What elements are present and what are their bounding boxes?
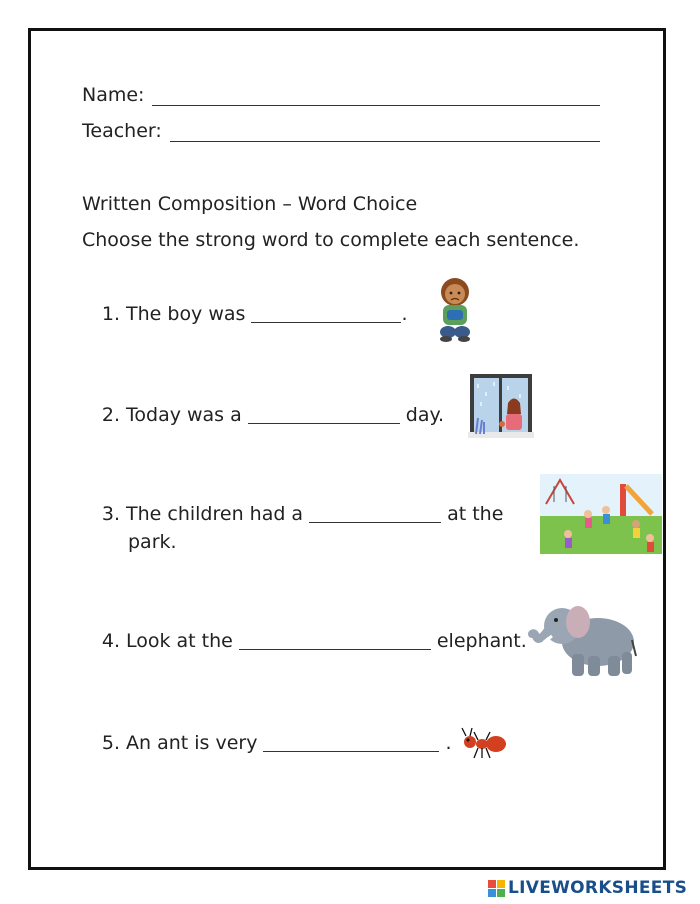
elephant-illustration (528, 596, 638, 680)
question-number: 5. (101, 732, 120, 754)
question-text-after: day. (405, 404, 445, 426)
question-text-after: at the (447, 503, 504, 525)
playground-illustration (540, 474, 662, 554)
question-text: An ant is very (126, 732, 258, 754)
question-text-after: . (401, 303, 408, 325)
rainy-window-illustration (466, 372, 534, 442)
question-text: Today was a (126, 404, 242, 426)
question-text: Look at the (126, 630, 233, 652)
name-label: Name: (82, 84, 145, 106)
logo-icon (488, 880, 505, 897)
question-text-after: . (445, 732, 452, 754)
question-3-continuation: park. (128, 531, 177, 553)
answer-blank-3[interactable] (309, 502, 441, 523)
question-text: The children had a (126, 503, 304, 525)
brand-text: LIVEWORKSHEETS (508, 878, 688, 898)
teacher-label: Teacher: (82, 120, 162, 142)
question-3 (100, 502, 503, 525)
question-number: 1. (101, 303, 120, 325)
question-number: 3. (101, 503, 120, 525)
question-number: 2. (101, 404, 120, 426)
teacher-row (82, 120, 600, 142)
answer-blank-1[interactable] (251, 302, 401, 323)
question-text-after: elephant. (436, 630, 527, 652)
answer-blank-5[interactable] (263, 731, 439, 752)
worksheet-title: Written Composition – Word Choice (82, 193, 418, 215)
instruction-text: Choose the strong word to complete each sentence. (82, 229, 580, 251)
question-text: The boy was (126, 303, 246, 325)
answer-blank-2[interactable] (248, 403, 400, 424)
name-row (82, 84, 600, 106)
question-number: 4. (101, 630, 120, 652)
teacher-input[interactable] (170, 121, 600, 142)
question-4 (100, 629, 527, 652)
liveworksheets-logo (488, 878, 687, 898)
name-input[interactable] (152, 85, 600, 106)
question-2 (100, 403, 444, 426)
question-5 (100, 731, 452, 754)
answer-blank-4[interactable] (239, 629, 431, 650)
sad-boy-illustration (434, 274, 476, 344)
question-1 (100, 302, 407, 325)
ant-illustration (458, 726, 510, 760)
